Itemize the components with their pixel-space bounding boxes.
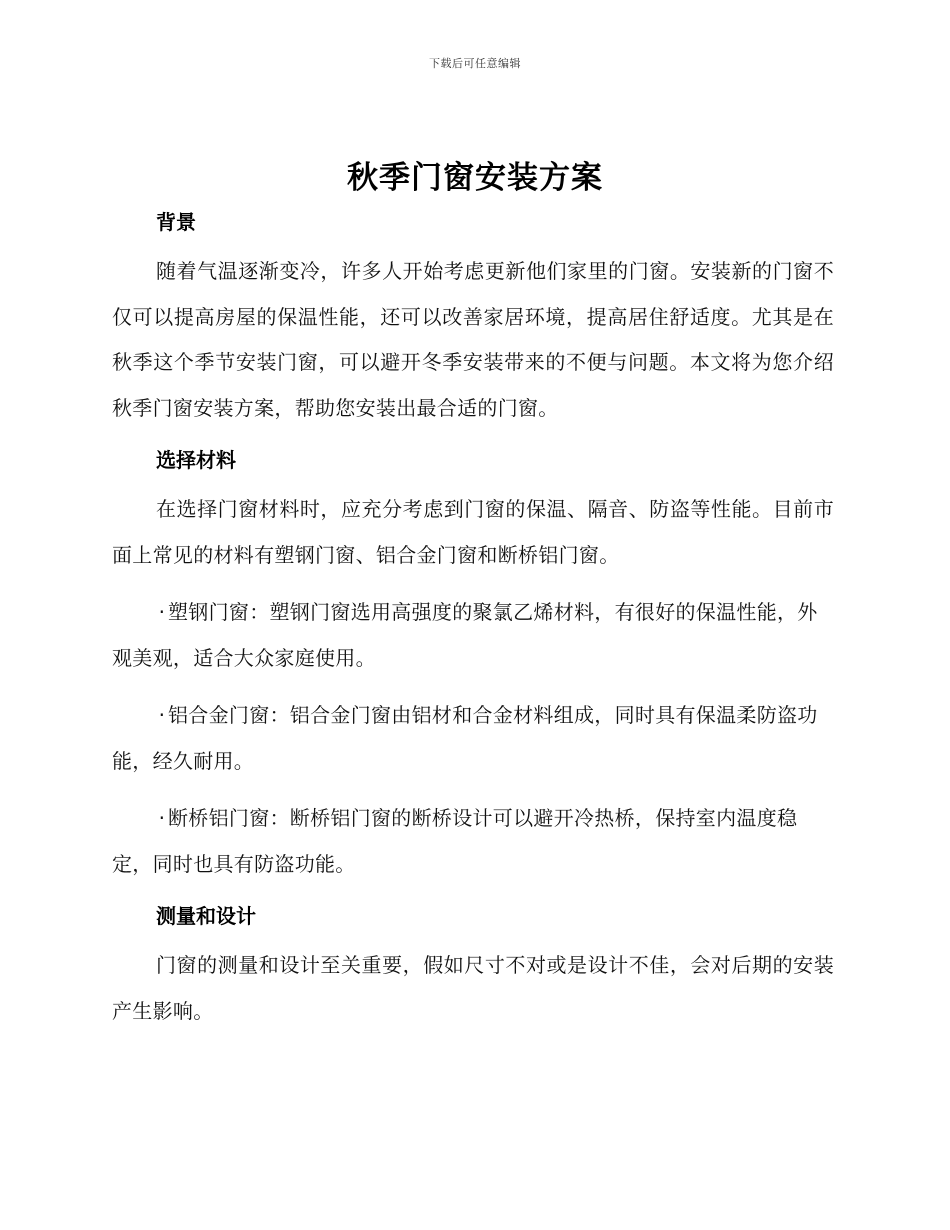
header-note: 下载后可任意编辑 bbox=[429, 57, 521, 70]
section-heading-measurement: 测量和设计 bbox=[156, 904, 256, 928]
paragraph-background: 随着气温逐渐变冷，许多人开始考虑更新他们家里的门窗。安装新的门窗不仅可以提高房屋的保温性能，还可以改善家居环境，提高居住舒适度。尤其是在秋季这个季节安装门窗，可以避开冬季安装带来的不便与问题。本文将为您介绍秋季门窗安装方案，帮助您安装出最合适的门窗。 bbox=[112, 259, 834, 420]
bullet-item-upvc bbox=[112, 590, 834, 681]
bullet-dot: · bbox=[158, 600, 166, 624]
section-heading-materials: 选择材料 bbox=[156, 448, 236, 472]
paragraph-measurement: 门窗的测量和设计至关重要，假如尺寸不对或是设计不佳，会对后期的安装产生影响。 bbox=[112, 953, 834, 1023]
bullet-item-thermal-break bbox=[112, 796, 834, 887]
bullet-item-aluminum bbox=[112, 693, 834, 784]
bullet-dot: · bbox=[158, 703, 166, 727]
paragraph-materials: 在选择门窗材料时，应充分考虑到门窗的保温、隔音、防盗等性能。目前市面上常见的材料有塑钢门窗、铝合金门窗和断桥铝门窗。 bbox=[112, 497, 834, 567]
page-title: 秋季门窗安装方案 bbox=[347, 160, 603, 196]
document-body bbox=[112, 205, 834, 1034]
section-heading-background: 背景 bbox=[156, 210, 196, 234]
bullet-text: 铝合金门窗：铝合金门窗由铝材和合金材料组成，同时具有保温柔防盗功能，经久耐用。 bbox=[112, 703, 818, 773]
bullet-text: 塑钢门窗：塑钢门窗选用高强度的聚氯乙烯材料，有很好的保温性能，外观美观，适合大众家庭使用。 bbox=[112, 600, 818, 670]
bullet-text: 断桥铝门窗：断桥铝门窗的断桥设计可以避开冷热桥，保持室内温度稳定，同时也具有防盗功能。 bbox=[112, 806, 798, 876]
bullet-dot: · bbox=[158, 806, 166, 830]
